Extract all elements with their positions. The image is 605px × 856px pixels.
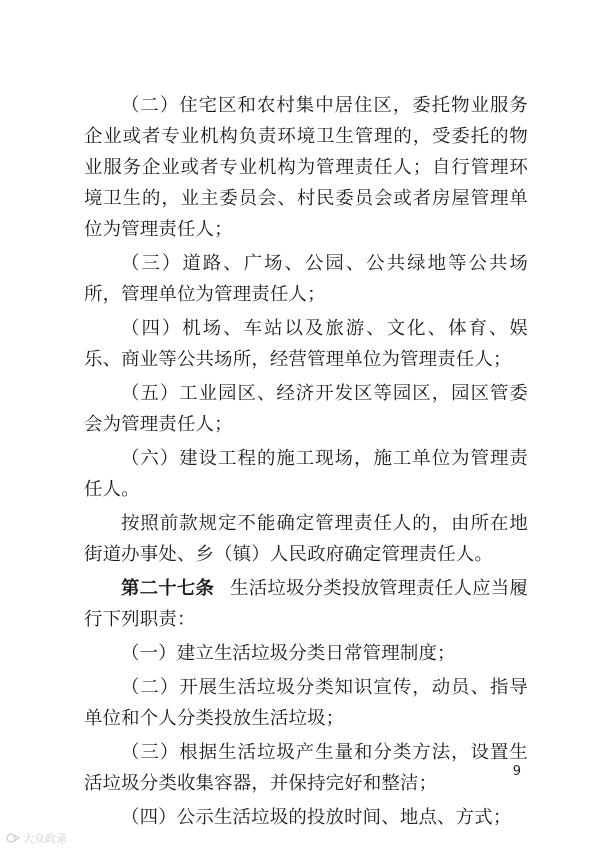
- paragraph: （四）机场、车站以及旅游、文化、体育、娱乐、商业等公共场所，经营管理单位为管理责任人；: [84, 318, 528, 370]
- paragraph: 按照前款规定不能确定管理责任人的，由所在地街道办事处、乡（镇）人民政府确定管理责任人。: [84, 513, 528, 565]
- paragraph: （六）建设工程的施工现场，施工单位为管理责任人。: [84, 448, 528, 500]
- paragraph: （三）道路、广场、公园、公共绿地等公共场所，管理单位为管理责任人；: [84, 253, 528, 305]
- paragraph: （四）公示生活垃圾的投放时间、地点、方式；: [121, 807, 512, 828]
- paragraph: （一）建立生活垃圾分类日常管理制度；: [121, 643, 456, 664]
- paragraph: （三）根据生活垃圾产生量和分类方法，设置生活垃圾分类收集容器，并保持完好和整洁；: [84, 742, 528, 794]
- paragraph: （五）工业园区、经济开发区等园区，园区管委会为管理责任人；: [84, 383, 528, 435]
- document-body: [84, 90, 528, 836]
- paragraph: （二）开展生活垃圾分类知识宣传，动员、指导单位和个人分类投放生活垃圾；: [84, 677, 528, 729]
- article-number: 第二十七条: [121, 578, 215, 599]
- article-paragraph: 第二十七条 生活垃圾分类投放管理责任人应当履行下列职责：: [84, 578, 528, 630]
- watermark-logo-icon: [6, 832, 20, 844]
- page-number: 9: [512, 764, 521, 779]
- watermark-text: 大众政录: [23, 832, 67, 845]
- paragraph: （二）住宅区和农村集中居住区，委托物业服务企业或者专业机构负责环境卫生管理的，受委托的物业服务企业或者专业机构为管理责任人；自行管理环境卫生的，业主委员会、村民委员会或者房屋管理单位为管理责任人；: [84, 95, 528, 240]
- watermark: [6, 830, 67, 846]
